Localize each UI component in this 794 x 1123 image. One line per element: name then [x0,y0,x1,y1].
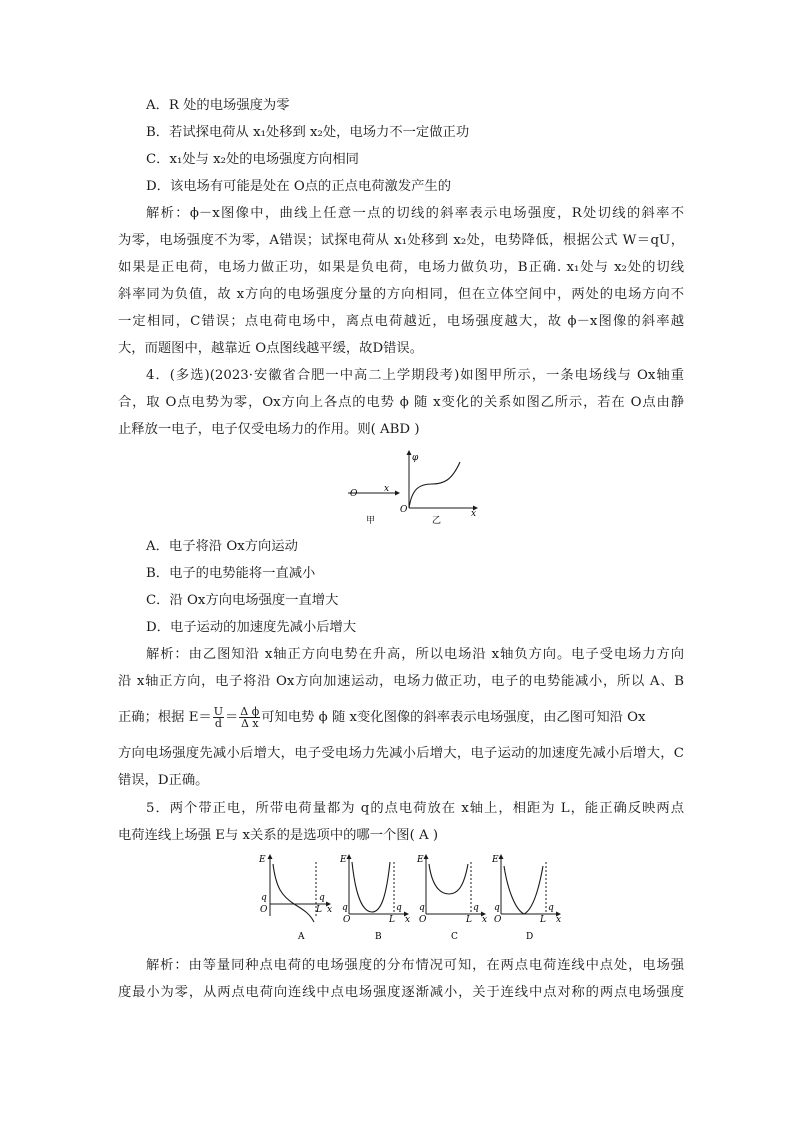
analysis-q4-formula-line [118,706,684,730]
analysis-q4-line: 错误，D正确。 [118,773,209,788]
graph-b [339,854,410,942]
question-4-line: 4．(多选)(2023·安徽省合肥一中高二上学期段考)如图甲所示，一条电场线与 Ox轴重 [146,368,684,383]
analysis-text: 正确；根据 E＝ [118,710,212,725]
label-x: x [556,915,562,925]
denominator: d [214,717,222,730]
label-o: O [494,915,502,925]
label-q: q [342,903,348,913]
label-q: q [261,893,267,903]
label-q: q [548,903,554,913]
figure-q4 [340,450,485,530]
analysis-q5-line: 解析：由等量同种点电荷的电场强度的分布情况可知，在两点电荷连线中点处，电场强 [146,958,684,973]
question-4-line: 止释放一电子，电子仅受电场力的作用。则( ABD ) [118,422,420,437]
label-d: D [526,932,534,942]
label-q: q [419,903,425,913]
label-x: x [405,915,411,925]
label-x: x [384,484,390,494]
fraction-u-over-d [213,706,224,729]
label-b: B [375,932,382,942]
numerator: U [213,705,223,718]
label-l: L [466,915,472,925]
figure-jia [348,484,400,526]
option-b-q4: B．电子的电势能将一直减小 [146,566,316,581]
label-phi: φ [412,453,419,463]
figure-yi [400,450,478,526]
question-5-line: 电荷连线上场强 E与 x关系的是选项中的哪一个图( A ) [118,828,439,843]
option-d-q3: D．该电场有可能是处在 O点的正点电荷激发产生的 [146,179,452,194]
question-5-line: 5．两个带正电，所带电荷量都为 q的点电荷放在 x轴上，相距为 L，能正确反映两点 [146,801,684,816]
label-o: O [400,505,408,515]
graph-a [258,854,332,942]
option-b-q3: B．若试探电荷从 x₁处移到 x₂处，电场力不一定做正功 [146,125,470,140]
label-yi: 乙 [432,516,442,526]
label-o: O [350,489,358,499]
option-c-q3: C．x₁处与 x₂处的电场强度方向相同 [146,152,359,167]
label-jia: 甲 [366,516,376,526]
label-q: q [319,893,325,903]
denominator: Δ x [240,717,259,730]
figure-q5 [256,852,566,944]
analysis-q4-line: 解析：由乙图知沿 x轴正方向电势在升高，所以电场沿 x轴负方向。电子受电场力方向 [146,647,684,662]
label-e: E [417,855,424,865]
label-e: E [340,855,347,865]
option-a-q3: A．R 处的电场强度为零 [146,98,290,113]
label-q: q [396,903,402,913]
graph-d [491,854,561,942]
label-x: x [471,509,477,519]
label-a: A [298,932,305,942]
analysis-q5-line: 度最小为零，从两点电荷向连线中点电场强度逐渐减小，关于连线中点对称的两点电场强度 [118,985,684,1000]
question-4-line: 合，取 O点电势为零，Ox方向上各点的电势 ϕ 随 x变化的关系如图乙所示，若在 O点由静 [118,395,684,410]
label-o: O [260,905,268,915]
label-q: q [494,903,500,913]
analysis-q3-line: 大，而题图中，越靠近 O点图线越平缓，故D错误。 [118,341,424,356]
label-l: L [389,915,395,925]
option-d-q4: D．电子运动的加速度先减小后增大 [146,620,357,635]
numerator: Δ ϕ [240,705,260,718]
label-e: E [259,855,266,865]
label-o: O [419,915,427,925]
label-x: x [482,915,488,925]
fraction-dphi-over-dx [239,706,260,729]
label-x: x [327,905,333,915]
analysis-q3-line: 为零，电场强度不为零，A错误；试探电荷从 x₁处移到 x₂处，电势降低，根据公式 W＝qU， [118,233,684,248]
analysis-q3-line: 斜率同为负值，故 x方向的电场强度分量的方向相同，但在立体空间中，两处的电场方向不 [118,287,684,302]
label-q: q [473,903,479,913]
analysis-text: 可知电势 ϕ 随 x变化图像的斜率表示电场强度，由乙图可知沿 Ox [261,710,646,725]
label-o: O [343,915,351,925]
analysis-q4-line: 沿 x轴正方向，电子将沿 Ox方向加速运动，电场力做正功，电子的电势能减小，所以 A、B [118,674,684,689]
analysis-q3-line: 一定相同，C错误；点电荷电场中，离点电荷越近，电场强度越大，故 ϕ－x图像的斜率越 [118,314,684,329]
label-l: L [540,915,546,925]
equals-sign: ＝ [225,710,239,725]
option-c-q4: C．沿 Ox方向电场强度一直增大 [146,593,339,608]
analysis-q3-line: 解析：ϕ－x图像中，曲线上任意一点的切线的斜率表示电场强度，R处切线的斜率不 [146,206,684,221]
label-c: C [451,932,458,942]
analysis-q4-line: 方向电场强度先减小后增大，电子受电场力先减小后增大，电子运动的加速度先减小后增大，C [118,746,684,761]
graph-c [416,854,487,942]
label-l: L [316,905,322,915]
analysis-q3-line: 如果是正电荷，电场力做正功，如果是负电荷，电场力做负功，B正确. x₁处与 x₂处的切线 [118,260,684,275]
label-e: E [492,855,499,865]
option-a-q4: A．电子将沿 Ox方向运动 [146,539,298,554]
